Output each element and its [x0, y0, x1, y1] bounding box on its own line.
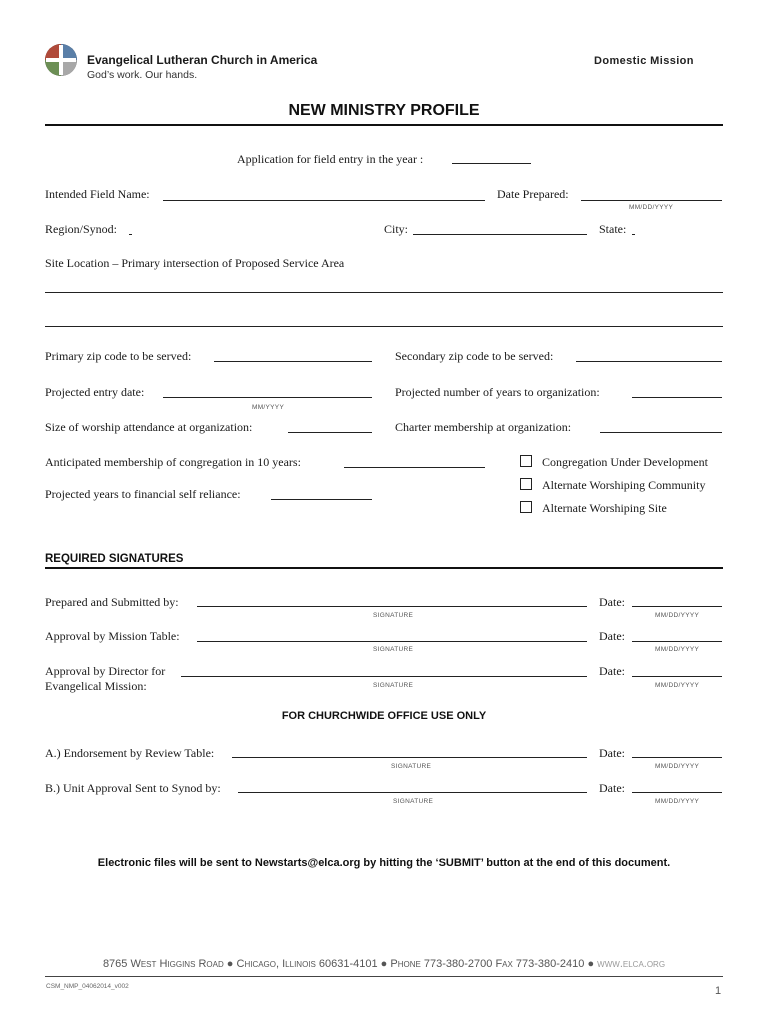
congregation-under-development-checkbox[interactable]	[520, 455, 532, 467]
approval-director-date-hint: MM/DD/YYYY	[655, 682, 700, 689]
endorsement-signature-hint: SIGNATURE	[391, 763, 432, 770]
approval-director-label-line2: Evangelical Mission:	[45, 679, 147, 693]
primary-zip-field[interactable]	[214, 361, 372, 362]
approval-mission-table-signature-field[interactable]	[197, 641, 587, 642]
anticipated-membership-field[interactable]	[344, 467, 485, 468]
footer-website[interactable]: www.elca.org	[597, 958, 666, 970]
worship-attendance-field[interactable]	[288, 432, 372, 433]
approval-director-signature-hint: SIGNATURE	[373, 682, 414, 689]
unit-approval-label: B.) Unit Approval Sent to Synod by:	[45, 781, 221, 795]
endorsement-date-label: Date:	[599, 746, 625, 760]
document-code: CSM_NMP_04062014_v002	[46, 983, 129, 990]
financial-self-reliance-field[interactable]	[271, 499, 372, 500]
unit-approval-date-label: Date:	[599, 781, 625, 795]
date-prepared-field[interactable]	[581, 200, 722, 201]
alternate-worshiping-site-checkbox[interactable]	[520, 501, 532, 513]
approval-director-label-line1: Approval by Director for	[45, 664, 166, 678]
charter-membership-field[interactable]	[600, 432, 722, 433]
intended-field-name-field[interactable]	[163, 200, 485, 201]
worship-attendance-label: Size of worship attendance at organization:	[45, 420, 253, 434]
state-label: State:	[599, 222, 627, 236]
unit-approval-date-hint: MM/DD/YYYY	[655, 798, 700, 805]
unit-approval-date-field[interactable]	[632, 792, 722, 793]
site-location-line-2[interactable]	[45, 326, 723, 327]
projected-entry-date-field[interactable]	[163, 397, 372, 398]
prepared-by-date-field[interactable]	[632, 606, 722, 607]
anticipated-membership-label: Anticipated membership of congregation in 10 years:	[45, 455, 301, 469]
endorsement-signature-field[interactable]	[232, 757, 587, 758]
org-tagline: God’s work. Our hands.	[87, 69, 198, 81]
date-prepared-hint: MM/DD/YYYY	[629, 204, 674, 211]
charter-membership-label: Charter membership at organization:	[395, 420, 572, 434]
city-field[interactable]	[413, 234, 587, 235]
projected-entry-date-hint: MM/YYYY	[252, 404, 285, 411]
projected-entry-date-label: Projected entry date:	[45, 385, 145, 399]
approval-mission-table-label: Approval by Mission Table:	[45, 629, 180, 643]
approval-mission-table-date-label: Date:	[599, 629, 625, 643]
site-location-line-1[interactable]	[45, 292, 723, 293]
title-rule	[45, 124, 723, 126]
signatures-rule	[45, 567, 723, 569]
region-synod-field[interactable]	[129, 234, 132, 235]
unit-approval-signature-field[interactable]	[238, 792, 587, 793]
congregation-under-development-label: Congregation Under Development	[542, 455, 708, 469]
elca-logo-icon	[44, 43, 78, 77]
alternate-worshiping-community-label: Alternate Worshiping Community	[542, 478, 706, 492]
intended-field-name-label: Intended Field Name:	[45, 187, 150, 201]
alternate-worshiping-site-label: Alternate Worshiping Site	[542, 501, 667, 515]
page-number: 1	[715, 985, 722, 997]
approval-director-date-field[interactable]	[632, 676, 722, 677]
prepared-by-signature-hint: SIGNATURE	[373, 612, 414, 619]
unit-approval-signature-hint: SIGNATURE	[393, 798, 434, 805]
primary-zip-label: Primary zip code to be served:	[45, 349, 192, 363]
secondary-zip-label: Secondary zip code to be served:	[395, 349, 554, 363]
secondary-zip-field[interactable]	[576, 361, 722, 362]
financial-self-reliance-label: Projected years to financial self reliance:	[45, 487, 241, 501]
footer-rule	[45, 976, 723, 977]
endorsement-label: A.) Endorsement by Review Table:	[45, 746, 215, 760]
application-year-label: Application for field entry in the year :	[237, 152, 424, 166]
endorsement-date-hint: MM/DD/YYYY	[655, 763, 700, 770]
prepared-by-date-hint: MM/DD/YYYY	[655, 612, 700, 619]
prepared-by-signature-field[interactable]	[197, 606, 587, 607]
approval-director-date-label: Date:	[599, 664, 625, 678]
org-name: Evangelical Lutheran Church in America	[87, 53, 318, 67]
prepared-by-label: Prepared and Submitted by:	[45, 595, 179, 609]
approval-mission-table-signature-hint: SIGNATURE	[373, 646, 414, 653]
approval-director-signature-field[interactable]	[181, 676, 587, 677]
projected-years-org-label: Projected number of years to organization:	[395, 385, 600, 399]
submit-notice: Electronic files will be sent to Newstarts@elca.org by hitting the ‘SUBMIT’ button at the end of this document.	[97, 857, 671, 869]
footer-address: 8765 West Higgins Road ● Chicago, Illinois 60631-4101 ● Phone 773-380-2700 Fax 773-380-2410 ●	[102, 958, 595, 970]
city-label: City:	[384, 222, 409, 236]
application-year-field[interactable]	[452, 163, 531, 164]
region-synod-label: Region/Synod:	[45, 222, 118, 236]
page-title: NEW MINISTRY PROFILE	[288, 102, 480, 119]
alternate-worshiping-community-checkbox[interactable]	[520, 478, 532, 490]
site-location-label: Site Location – Primary intersection of Proposed Service Area	[45, 256, 345, 270]
endorsement-date-field[interactable]	[632, 757, 722, 758]
projected-years-org-field[interactable]	[632, 397, 722, 398]
required-signatures-heading: REQUIRED SIGNATURES	[45, 553, 184, 565]
approval-mission-table-date-field[interactable]	[632, 641, 722, 642]
unit-name: Domestic Mission	[594, 55, 694, 67]
approval-mission-table-date-hint: MM/DD/YYYY	[655, 646, 700, 653]
churchwide-heading: FOR CHURCHWIDE OFFICE USE ONLY	[281, 710, 487, 722]
date-prepared-label: Date Prepared:	[497, 187, 569, 201]
prepared-by-date-label: Date:	[599, 595, 625, 609]
state-field[interactable]	[632, 234, 635, 235]
footer-address-line	[0, 958, 768, 970]
